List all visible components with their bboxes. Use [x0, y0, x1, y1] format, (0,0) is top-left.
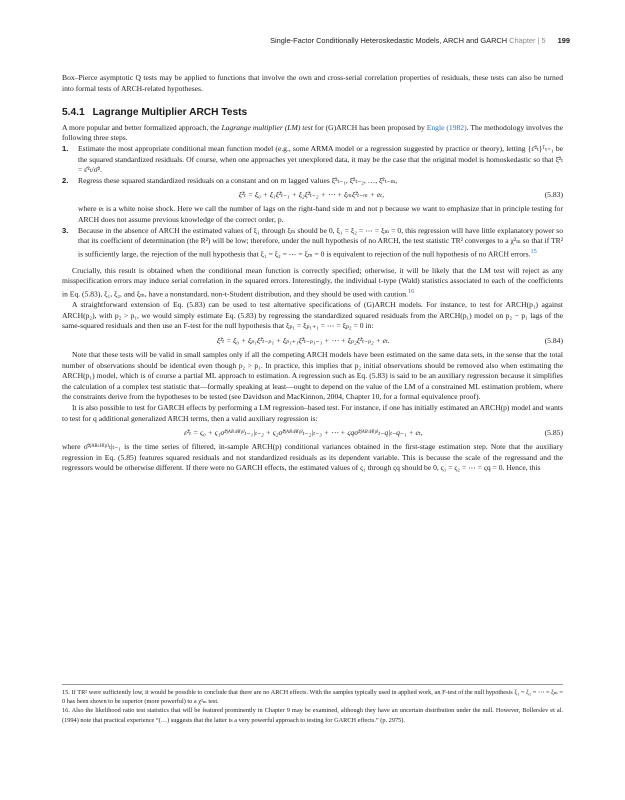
- citation-link-engle[interactable]: Engle (1982): [426, 122, 467, 132]
- section-heading: [62, 108, 563, 119]
- running-header: [270, 36, 570, 45]
- paragraph-small-samples: Note that these tests will be valid in small samples only if all the competing ARCH models have been estimated on the same data sets, in the sense that the total number of observations should be identical even though p₂ > p₁. In practice, this implies that p₂ initial observations should be removed also when estimating the ARCH(p₁) model, which is of course a partial ML approach to estimation. A regression such as Eq. (5.83) is said to be an auxiliary regression because it simplifies the calculation of a complex test statistic that—formally speaking at least—ought to depend on the value of the LM of a constrained ML estimation problem, where the constraints derive from the hypotheses to be tested (see Davidson and MacKinnon, 2004, Chapter 10, for a formal equivalence proof).: [62, 349, 563, 402]
- footnote-ref[interactable]: 15: [530, 247, 537, 255]
- text-run: . The methodology involves the following three steps.: [62, 122, 563, 143]
- main-text: [62, 73, 563, 474]
- footnotes: [62, 684, 563, 725]
- step-number: 3.: [62, 225, 69, 235]
- equation-number: (5.85): [544, 427, 563, 437]
- paragraph-garch-test: It is also possible to test for GARCH effects by performing a LM regression–based test. For instance, if one has initially estimated an ARCH(p) model and wants to test for q additional generalized ARCH terms, then a valid auxiliary regression is:: [62, 402, 563, 423]
- footnote-16: 16. Also the likelihood ratio test statistics that will be featured prominently in Chapter 9 may be examined, although they have an uncertain distribution under the null. However, Bollerslev et al. (1994) note that practical experience “(…) suggests that the latter is a very powerful approach to testing for GARCH effects.” (p. 2975).: [62, 707, 563, 724]
- step-text: Because in the absence of ARCH the estimated values of ξ₁ through ξₘ should be 0, ξ₁ = ξ₂ = ⋯ = ξₘ = 0, this regression will have little explanatory power so that its coefficient of determination (the R²) will be low; therefore, under the null hypothesis of no ARCH, the test statistic TR² converges to a χ²ₘ so that if TR² is sufficiently large, the rejection of the null hypothesis that ξ₁ = ξ₂ = ⋯ = ξₘ = 0 is equivalent to rejection of the null hypothesis of no ARCH errors.: [78, 225, 563, 259]
- step-text-after: where eₜ is a white noise shock. Here we call the number of lags on the right-hand side m and not p because we want to emphasize that in principle testing for ARCH does not assume previous knowledge of the correct order, p.: [78, 204, 563, 224]
- equation-formula: ε̂²ₜ = ς₀ + ς₁σ̂²ʲᴬᴿᶜᴴ⁽ᵖ⁾ₜ₋₁|ₜ₋₂ + ς₂σ̂²ʲᴬᴿᶜᴴ⁽ᵖ⁾ₜ₋₂|ₜ₋₃ + ⋯ + ςqσ̂²ʲᴬᴿᶜᴴ⁽ᵖ⁾ₜ₋q|ₜ₋q₋₁ + eₜ,: [183, 427, 423, 437]
- step-2: [62, 175, 563, 226]
- term-lm-test: Lagrange multiplier (LM) test: [221, 122, 313, 132]
- page-number: 199: [557, 36, 570, 45]
- text-run: Crucially, this result is obtained when the conditional mean function is correctly specified; otherwise, it will be likely that the LM test will reject as any misspecification errors may induce serial correlation in the squared errors. Interestingly, the individual t-type (Wald) statistics associated to each of the coefficients in Eq. (5.83), ξ₁, ξ₂, and ξₘ, have a nonstandard, non-t-Student distribution, and they should be used with caution.: [62, 265, 563, 299]
- step-number: 1.: [62, 143, 69, 153]
- text-run: for (G)ARCH has been proposed by: [312, 122, 427, 132]
- equation-number: (5.84): [544, 335, 563, 345]
- equation-5-83: [78, 186, 563, 204]
- equation-number: (5.83): [544, 190, 563, 200]
- footnote-ref[interactable]: 16: [407, 288, 415, 296]
- section-number: 5.4.1: [62, 107, 85, 119]
- text-run: A more popular and better formalized approach, the: [62, 122, 222, 132]
- steps-list: [62, 144, 563, 260]
- step-number: 2.: [62, 175, 69, 185]
- equation-formula: ξ̂²ₜ = ξ₀ + ξₚ₁ξ̂²ₜ₋ₚ₁ + ξₚ₁₊₁ξ̂²ₜ₋ₚ₁₋₁ + ⋯ + ξₚ₂ξ̂²ₜ₋ₚ₂ + eₜ.: [216, 335, 390, 345]
- intro-paragraph: Box–Pierce asymptotic Q tests may be applied to functions that involve the own and cross-serial correlation properties of residuals, these tests can also be turned into formal tests of ARCH-related hypotheses.: [62, 73, 563, 93]
- step-text: Estimate the most appropriate conditional mean function model (e.g., some ARMA model or a regression suggested by practice or theory), letting {ε̂²ₜ}ᵀₜ₌₁ be the squared standardized residuals. Of course, when one approaches yet unexplored data, it may be the case that the original model is homoskedastic so that ξ̂²ₜ = ε̂²ₜ/σ̂².: [78, 143, 563, 175]
- paragraph-lm-intro: [62, 123, 563, 144]
- paragraph-where: where σ̂²ʲᴬᴿᶜᴴ⁽ᵖ⁾ₜ|ₜ₋₁ is the time series of filtered, in-sample ARCH(p) conditional variances obtained in the first-stage estimation step. Note that the auxiliary regression in Eq. (5.85) features squared residuals and not standardized residuals as its dependent variable. This is because the scale of the regressand and the regressors would be otherwise different. If there were no GARCH effects, the estimated values of ς₁ through ςq should be 0, ς₁ = ς₂ = ⋯ = ςq = 0. Hence, this: [62, 442, 563, 473]
- section-title: Lagrange Multiplier ARCH Tests: [92, 107, 248, 119]
- equation-5-85: [62, 424, 563, 442]
- paragraph-crucially: [62, 266, 563, 300]
- running-title: Single-Factor Conditionally Heteroskedastic Models, ARCH and GARCH: [270, 36, 508, 45]
- chapter-label: Chapter | 5: [509, 36, 546, 45]
- equation-formula: ξ̂²ₜ = ξ₀ + ξ₁ξ̂²ₜ₋₁ + ξ₂ξ̂²ₜ₋₂ + ⋯ + ξₘξ̂²ₜ₋ₘ + eₜ,: [238, 190, 385, 200]
- paragraph-extension: A straightforward extension of Eq. (5.83) can be used to test alternative specifications of (G)ARCH models. For instance, to test for ARCH(p₁) against ARCH(p₂), with p₂ > p₁, we would simply estimate Eq. (5.83) by regressing the standardized squared residuals from the ARCH(p₁) model on p₂ − p₁ lags of the same-squared residuals and then use an F-test for the null hypothesis that ξₚ₁ = ξₚ₁₊₁ = ⋯ = ξₚ₂ = 0 in:: [62, 300, 563, 331]
- footnote-15: 15. If TR² were sufficiently low, it would be possible to conclude that there are no ARCH effects. With the samples typically used in applied work, an F-test of the null hypothesis ξ₁ = ξ₂ = ⋯ = ξₘ = 0 has been shown to be superior (more powerful) to a χ²ₘ test.: [62, 689, 563, 706]
- equation-5-84: [62, 332, 563, 350]
- step-text: Regress these squared standardized residuals on a constant and on m lagged values ξ̂²ₜ₋₁, ξ̂²ₜ₋₂, …, ξ̂²ₜ₋ₘ,: [78, 175, 398, 185]
- step-3: [62, 225, 563, 260]
- step-1: [62, 143, 563, 176]
